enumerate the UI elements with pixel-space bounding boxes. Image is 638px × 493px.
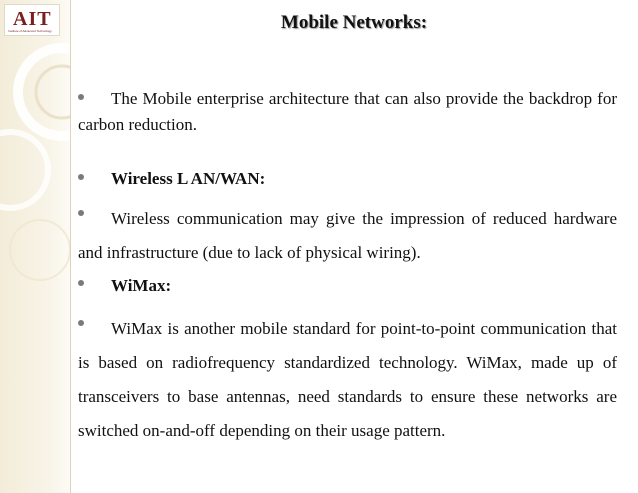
bullet-item-wimax-body [78,312,617,448]
decorative-sidebar [0,0,71,493]
bullet-list [78,86,617,448]
bullet-item-wireless-body [78,202,617,270]
bullet-text: WiMax: [111,276,172,295]
bullet-text: Wireless L AN/WAN: [111,169,266,188]
bullet-item-wimax-heading [78,272,617,300]
slide-title: Mobile Networks: [280,12,428,33]
decorative-circles [0,0,70,493]
bullet-text: The Mobile enterprise architecture that can also provide the backdrop for carbon reduction. [78,89,617,134]
logo [4,4,60,36]
logo-subtitle: Institute of Advanced Technology [8,29,52,33]
bullet-item-wireless-heading [78,166,617,192]
bullet-item-architecture [78,86,617,138]
bullet-text: WiMax is another mobile standard for point-to-point communication that is based on radiofrequency standardized technology. WiMax, made up of transceivers to base antennas, need standards to ensure these networks are switched on-and-off depending on their usage pattern. [78,319,617,440]
bullet-text: Wireless communication may give the impression of reduced hardware and infrastructure (due to lack of physical wiring). [78,209,617,262]
logo-text: AIT [13,8,52,30]
